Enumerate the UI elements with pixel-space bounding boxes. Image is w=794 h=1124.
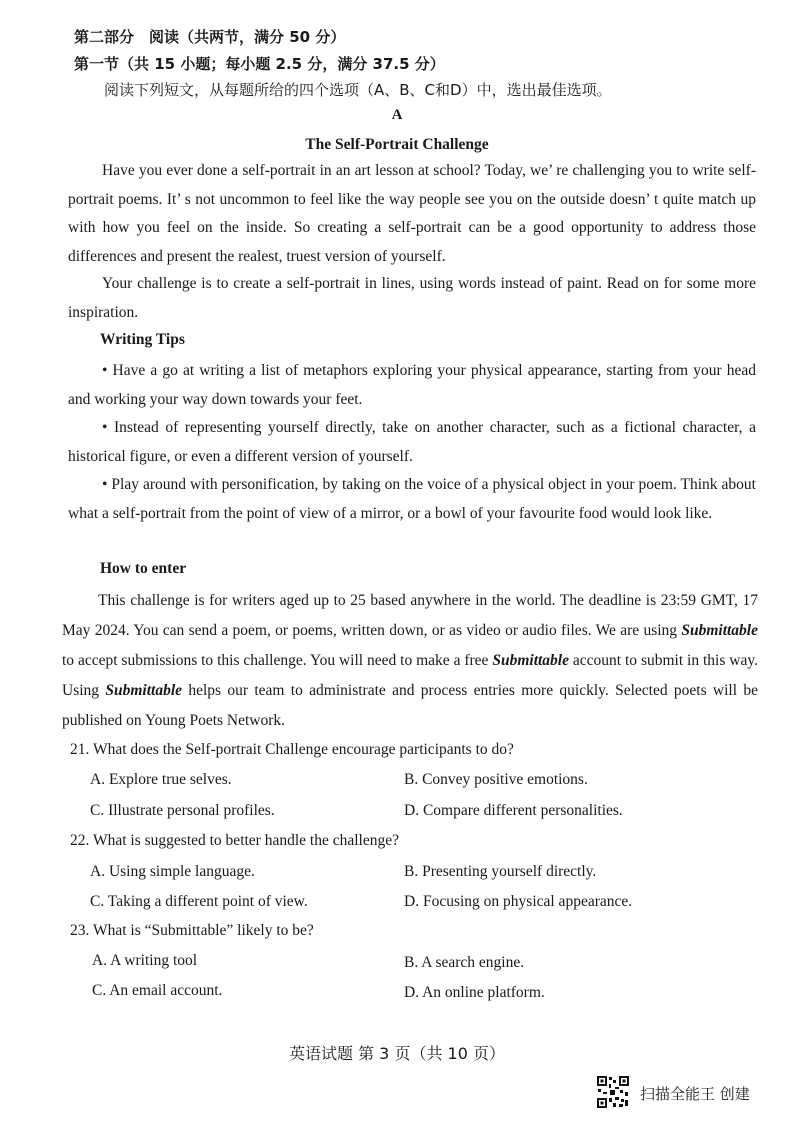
writing-tips-heading: Writing Tips bbox=[100, 331, 185, 348]
submittable-brand: Submittable bbox=[492, 652, 569, 669]
tip-item: • Instead of representing yourself directly, take on another character, such as a fictional character, a historical figure, or even a different version of yourself. bbox=[68, 419, 756, 465]
how-to-enter-heading: How to enter bbox=[100, 560, 187, 577]
enter-text-3: account to submit in this way. Using bbox=[62, 652, 758, 699]
enter-text-1: This challenge is for writers aged up to 25 based anywhere in the world. The deadline is 23:59 GMT, 17 May 2024. You can send a poem, or poems, written down, or as video or audio files. We are using bbox=[62, 592, 758, 639]
page-footer: 英语试题 第 3 页（共 10 页） bbox=[289, 1044, 505, 1063]
question-22-option-b: B. Presenting yourself directly. bbox=[404, 863, 597, 880]
submittable-brand: Submittable bbox=[681, 622, 758, 639]
question-23-option-b: B. A search engine. bbox=[404, 954, 525, 971]
question-21-stem: 21. What does the Self-portrait Challenge encourage participants to do? bbox=[70, 741, 514, 758]
paragraph-2 bbox=[68, 270, 756, 327]
part-heading: 第二部分 阅读（共两节，满分 50 分） bbox=[74, 28, 346, 46]
passage-title: The Self-Portrait Challenge bbox=[305, 136, 489, 153]
scanner-watermark: 扫描全能王 创建 bbox=[640, 1085, 750, 1103]
paragraph-1-text: Have you ever done a self-portrait in an art lesson at school? Today, we’ re challenging you to write self-portrait poems. It’ s not uncommon to feel like the way people see you on the outside doesn’ t quite match up with how you feel on the inside. So creating a self-portrait can be a good opportunity to address those differences and present the realest, truest version of yourself. bbox=[68, 162, 756, 265]
enter-text-4: helps our team to administrate and process entries more quickly. Selected poets will be published on Young Poets Network. bbox=[62, 682, 758, 729]
question-23-option-d: D. An online platform. bbox=[404, 984, 545, 1001]
question-21-option-b: B. Convey positive emotions. bbox=[404, 771, 588, 788]
tip-item: • Have a go at writing a list of metaphors exploring your physical appearance, starting from your head and working your way down towards your feet. bbox=[68, 362, 756, 408]
question-22-option-d: D. Focusing on physical appearance. bbox=[404, 893, 633, 910]
instruction-text: 阅读下列短文，从每题所给的四个选项（A、B、C和D）中，选出最佳选项。 bbox=[104, 81, 612, 99]
paragraph-1 bbox=[68, 157, 756, 271]
question-22-stem: 22. What is suggested to better handle the challenge? bbox=[70, 832, 399, 849]
passage-label: A bbox=[391, 107, 403, 123]
how-to-enter-text bbox=[62, 586, 758, 736]
qr-code-icon bbox=[596, 1075, 630, 1109]
question-22-option-c: C. Taking a different point of view. bbox=[90, 893, 308, 910]
submittable-brand: Submittable bbox=[105, 682, 183, 699]
paragraph-2-text: Your challenge is to create a self-portrait in lines, using words instead of paint. Read on for some more inspiration. bbox=[68, 275, 756, 321]
section-heading: 第一节（共 15 小题；每小题 2.5 分，满分 37.5 分） bbox=[74, 55, 445, 73]
question-21-option-a: A. Explore true selves. bbox=[90, 771, 232, 788]
question-23-option-a: A. A writing tool bbox=[92, 952, 198, 969]
writing-tips-list bbox=[68, 357, 756, 529]
question-21-option-d: D. Compare different personalities. bbox=[404, 802, 623, 819]
tip-item: • Play around with personification, by taking on the voice of a physical object in your poem. Think about what a self-portrait from the point of view of a mirror, or a bowl of your favourite food would look like. bbox=[68, 476, 756, 522]
question-22-option-a: A. Using simple language. bbox=[90, 863, 255, 880]
how-to-enter-paragraph bbox=[62, 586, 758, 736]
question-21-option-c: C. Illustrate personal profiles. bbox=[90, 802, 275, 819]
enter-text-2: to accept submissions to this challenge. You will need to make a free bbox=[62, 652, 493, 669]
question-23-stem: 23. What is “Submittable” likely to be? bbox=[70, 922, 314, 939]
question-23-option-c: C. An email account. bbox=[92, 982, 223, 999]
